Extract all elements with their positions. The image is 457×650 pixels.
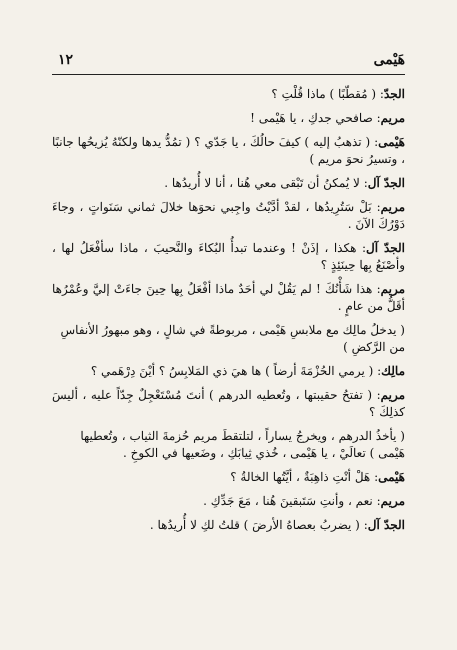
dialogue-body [52,86,405,541]
dialogue-line [52,240,405,274]
dialogue-line [52,199,405,233]
stage-direction: ( يدخلُ مالِك مع ملابسِ هَيْمى ، مربوطةً في شالٍ ، وهو مبهورُ الأنفاسِ من الرَّكضِ ) [60,323,405,354]
speaker-name: مريم [380,111,405,125]
speaker-name: هَيْمى [378,470,405,484]
speaker-name: الجدّ آل [366,241,406,255]
dialogue-line [52,86,405,103]
dialogue-line [52,469,405,486]
speaker-separator: : [372,111,381,125]
speaker-name: مريم [380,282,405,296]
speaker-separator: : [370,135,379,149]
speaker-name: مريم [380,388,405,402]
dialogue-text: ( يرمي الحُزْمَةَ أرضاً ) ها هيَ ذي المَلابِسُ ؟ أيْنَ دِرْهَمي ؟ [90,364,374,378]
dialogue-text: ( يضربُ بعصاهُ الأرضَ ) قلتُ لكِ لا أُريدُها . [149,518,360,532]
page-header [52,52,405,74]
dialogue-text: هذا شَأْنُكَ ! لم يَقُلْ لي أحَدٌ ماذا أفْعَلُ بِها حِينَ جاءَتْ إليَّ وعُمْرُها أقَلُّ من عامٍ . [52,282,405,313]
speaker-separator: : [356,241,367,255]
speaker-name: الجدّ آل [367,176,405,190]
speaker-separator: : [372,494,381,508]
dialogue-text: لا يُمكنُ أن تَبْقى معي هُنا ، أنا لا أُريدُها . [164,176,360,190]
dialogue-text: هَلْ أنْتِ ذاهِبَةٌ ، أيَّتُها الخالةُ ؟ [230,470,371,484]
speaker-separator: : [359,518,368,532]
speaker-separator: : [376,87,384,101]
dialogue-text: ( تفتحُ حقيبتها ، وتُعطيه الدرهم ) أنتَ مُسْتَعْجِلٌ جِدّاً عليه ، أليسَ كذلِكَ ؟ [52,388,405,419]
speaker-name: مريم [380,200,405,214]
speaker-separator: : [359,176,368,190]
dialogue-text: نعم ، وأنتِ سَتَبقينَ هُنا ، مَعَ جَدِّكِ . [203,494,373,508]
speaker-name: الجدّ آل [367,518,405,532]
dialogue-text: هكذا ، إذَنْ ! وعندما تبدأُ البُكاءَ والنَّحيبَ ، ماذا سأفْعَلُ لها ، وأصْنَعُ بِها حِينَئِذٍ ؟ [52,241,405,272]
dialogue-line [52,387,405,421]
running-title: هَيْمى [373,52,405,68]
speaker-separator: : [373,364,382,378]
dialogue-line [52,134,405,168]
speaker-name: مريم [380,494,405,508]
stage-direction: ( يأخذُ الدرهم ، ويخرجُ يساراً ، لتلتقطَ مريم حُزمةَ الثياب ، وتُعطيها هَيْمى ) تعالَيْ ، يا هَيْمى ، خُذي ثِيابَكِ ، وضَعيها في الكوخِ . [80,429,405,460]
speaker-name: الجدّ [383,87,405,101]
speaker-separator: : [371,200,381,214]
dialogue-line [52,493,405,510]
speaker-separator: : [372,282,381,296]
dialogue-line [52,517,405,534]
speaker-name: هَيْمى [378,135,405,149]
speaker-separator: : [372,388,381,402]
speaker-separator: : [370,470,379,484]
speaker-name: مالِك [381,364,405,378]
dialogue-text: صافحي جدكِ ، يا هَيْمى ! [250,111,373,125]
dialogue-line [52,363,405,380]
dialogue-line [52,110,405,127]
dialogue-text: ( تذهبُ إليه ) كيفَ حالُكَ ، يا جَدّي ؟ ( تمُدُّ يدها ولكنّهُ يُزيحُها جانبًا ، وتسيرُ نحوَ مريم ) [52,135,405,166]
dialogue-line [52,175,405,192]
page-number: ١٢ [58,52,74,68]
header-rule [52,74,405,75]
dialogue-line [52,281,405,315]
dialogue-text: ( مُقطّبًا ) ماذا قُلْتِ ؟ [271,87,377,101]
dialogue-text: بَلْ سَتُرِيدُها ، لقدْ أدَّيْتُ واجِبي نحوَها خلالَ ثماني سَنَواتٍ ، وجاءَ دَوْرُكَ الآنَ . [52,200,405,231]
